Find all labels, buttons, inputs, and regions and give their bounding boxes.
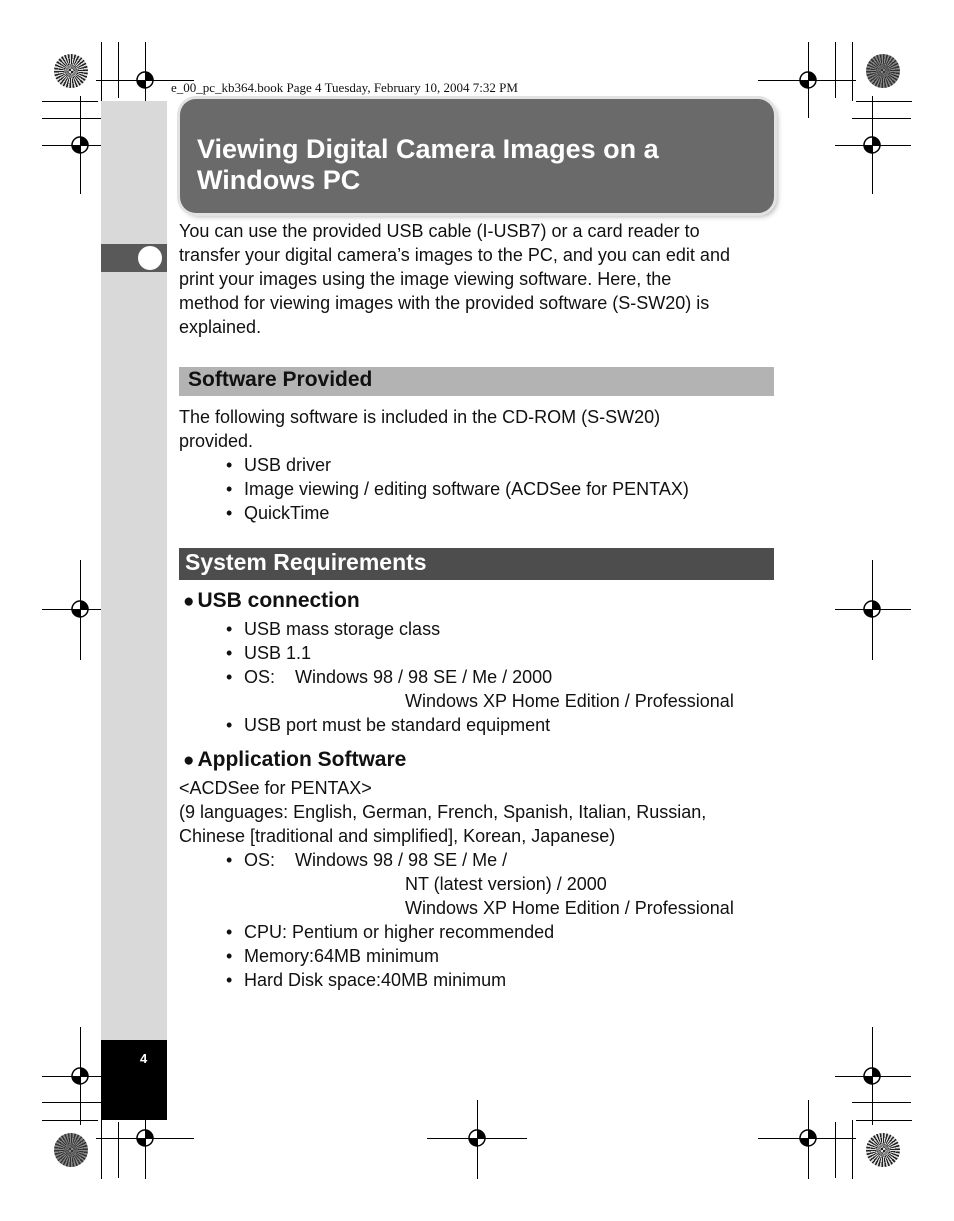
- registration-target-icon: [133, 68, 157, 92]
- list-item-text: USB 1.1: [244, 643, 312, 663]
- page-number: 4: [140, 1051, 148, 1066]
- list-item-text: OS: Windows 98 / 98 SE / Me /: [244, 850, 508, 870]
- bullet-icon: •: [226, 850, 233, 870]
- rosette-icon: [54, 1133, 88, 1167]
- intro-line: You can use the provided USB cable (I-USB7) or a card reader to: [179, 221, 700, 241]
- section-heading-software: [179, 367, 774, 396]
- rosette-icon: [866, 1133, 900, 1167]
- paragraph-line: provided.: [179, 431, 254, 451]
- bullet-icon: •: [226, 455, 233, 475]
- page-title-line: Viewing Digital Camera Images on a: [197, 134, 659, 164]
- intro-line: transfer your digital camera’s images to the PC, and you can edit and: [179, 245, 730, 265]
- chapter-tab-dot: [138, 246, 162, 270]
- list-item-text: OS: Windows 98 / 98 SE / Me / 2000: [244, 667, 553, 687]
- list-item: [226, 453, 331, 477]
- list-item: [226, 501, 329, 525]
- app-name: <ACDSee for PENTAX>: [179, 778, 372, 798]
- list-item: [226, 848, 507, 872]
- bullet-icon: •: [226, 922, 233, 942]
- subheading-text: Application Software: [197, 748, 407, 771]
- page-title-line: Windows PC: [197, 165, 361, 195]
- bullet-icon: •: [226, 479, 233, 499]
- page-number-block: [101, 1040, 167, 1120]
- page-title: [197, 134, 757, 196]
- list-item-continuation: NT (latest version) / 2000: [405, 874, 607, 894]
- list-item-text: Hard Disk space:40MB minimum: [244, 970, 507, 990]
- list-item: [226, 617, 440, 641]
- paragraph-line: The following software is included in the CD-ROM (S-SW20): [179, 407, 661, 427]
- list-item-text: CPU: Pentium or higher recommended: [244, 922, 555, 942]
- registration-target-icon: [68, 133, 92, 157]
- registration-target-icon: [860, 1064, 884, 1088]
- list-item: [226, 641, 311, 665]
- list-item-continuation: Windows XP Home Edition / Professional: [405, 898, 734, 918]
- registration-target-icon: [796, 1126, 820, 1150]
- list-item-text: USB mass storage class: [244, 619, 441, 639]
- list-item-text: USB driver: [244, 455, 332, 475]
- list-item: [226, 713, 550, 737]
- registration-target-icon: [133, 1126, 157, 1150]
- filled-circle-icon: ●: [183, 750, 195, 771]
- registration-target-icon: [68, 597, 92, 621]
- subheading-application: [183, 748, 406, 772]
- rosette-icon: [54, 54, 88, 88]
- intro-paragraph: [179, 219, 730, 339]
- list-item: [226, 944, 439, 968]
- intro-line: print your images using the image viewing software. Here, the: [179, 269, 672, 289]
- intro-line: explained.: [179, 317, 262, 337]
- registration-target-icon: [860, 133, 884, 157]
- list-item-continuation: Windows XP Home Edition / Professional: [405, 691, 734, 711]
- bullet-icon: •: [226, 970, 233, 990]
- subheading-text: USB connection: [197, 589, 360, 612]
- list-item-text: QuickTime: [244, 503, 330, 523]
- software-paragraph: [179, 405, 660, 453]
- list-item: [226, 665, 552, 689]
- registration-target-icon: [465, 1126, 489, 1150]
- registration-target-icon: [68, 1064, 92, 1088]
- list-item-text: Memory:64MB minimum: [244, 946, 440, 966]
- filled-circle-icon: ●: [183, 591, 195, 612]
- title-box: [180, 99, 774, 213]
- section-heading-system: [179, 548, 774, 580]
- intro-line: method for viewing images with the provided software (S-SW20) is: [179, 293, 710, 313]
- list-item-text: Image viewing / editing software (ACDSee for PENTAX): [244, 479, 689, 499]
- bullet-icon: •: [226, 667, 233, 687]
- registration-target-icon: [796, 68, 820, 92]
- rosette-icon: [866, 54, 900, 88]
- subheading-usb: [183, 589, 360, 613]
- print-header: e_00_pc_kb364.book Page 4 Tuesday, February 10, 2004 7:32 PM: [171, 80, 518, 95]
- bullet-icon: •: [226, 715, 233, 735]
- list-item: [226, 920, 554, 944]
- bullet-icon: •: [226, 503, 233, 523]
- languages-line: (9 languages: English, German, French, Spanish, Italian, Russian,: [179, 802, 707, 822]
- languages-line: Chinese [traditional and simplified], Korean, Japanese): [179, 826, 616, 846]
- bullet-icon: •: [226, 946, 233, 966]
- list-item: [226, 477, 689, 501]
- section-heading-text: System Requirements: [185, 549, 427, 575]
- registration-target-icon: [860, 597, 884, 621]
- list-item-text: USB port must be standard equipment: [244, 715, 551, 735]
- section-heading-text: Software Provided: [188, 368, 373, 391]
- bullet-icon: •: [226, 643, 233, 663]
- bullet-icon: •: [226, 619, 233, 639]
- list-item: [226, 968, 506, 992]
